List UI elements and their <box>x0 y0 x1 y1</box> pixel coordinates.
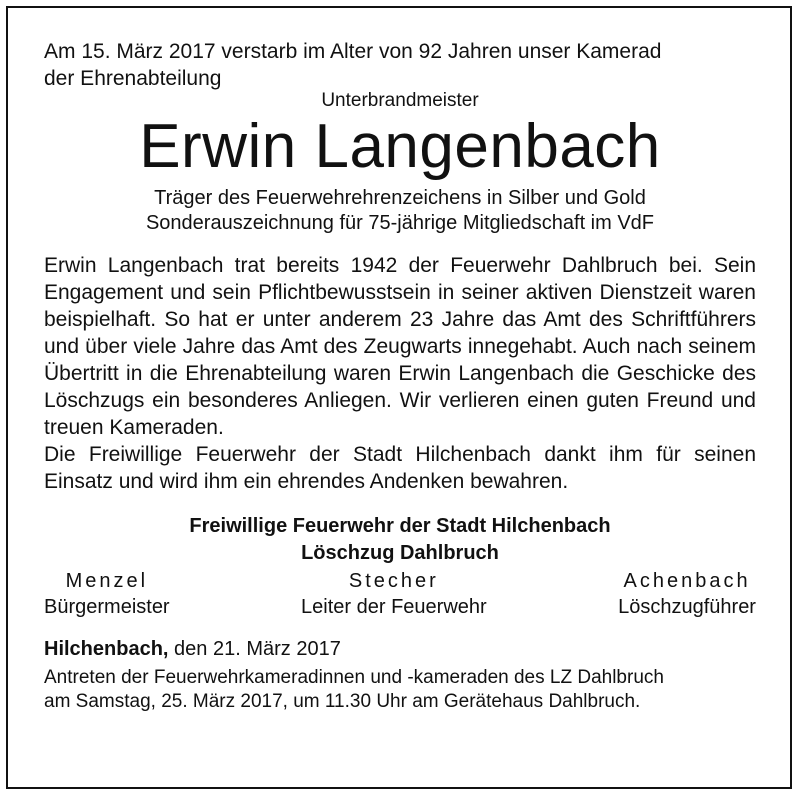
signer-unit-leader <box>618 568 756 620</box>
organization-unit: Löschzug Dahlbruch <box>301 542 499 564</box>
intro-text <box>44 38 756 92</box>
signer-name: Achenbach <box>623 570 751 592</box>
signer-title: Löschzugführer <box>618 596 756 618</box>
honor-2: Sonderauszeichnung für 75-jährige Mitgliedschaft im VdF <box>145 212 655 234</box>
signer-title: Leiter der Feuerwehr <box>301 596 487 618</box>
signer-mayor <box>44 568 170 620</box>
signer-name: Menzel <box>65 570 149 592</box>
signer-name: Stecher <box>348 570 439 592</box>
funeral-notice <box>44 666 756 714</box>
intro-line-2: der Ehrenabteilung <box>44 67 222 90</box>
deceased-name: Erwin Langenbach <box>139 112 661 181</box>
funeral-notice-line-1: Antreten der Feuerwehrkameradinnen und -kameraden des LZ Dahlbruch <box>44 667 664 688</box>
signer-title: Bürgermeister <box>44 596 170 618</box>
obituary-notice <box>44 38 756 714</box>
organization <box>44 513 756 567</box>
honors <box>44 186 756 236</box>
honor-1: Träger des Feuerwehrehrenzeichens in Silber und Gold <box>154 187 646 209</box>
signer-fire-chief <box>301 568 487 620</box>
place-date <box>44 636 756 662</box>
thanks-paragraph: Die Freiwillige Feuerwehr der Stadt Hilchenbach dankt ihm für seinen Einsatz und wird ihm ein ehrendes Andenken bewahren. <box>44 443 756 493</box>
organization-name: Freiwillige Feuerwehr der Stadt Hilchenbach <box>189 515 611 537</box>
intro-line-1: Am 15. März 2017 verstarb im Alter von 92 Jahren unser Kamerad <box>44 40 662 63</box>
funeral-notice-line-2: am Samstag, 25. März 2017, um 11.30 Uhr am Gerätehaus Dahlbruch. <box>44 691 641 712</box>
date: den 21. März 2017 <box>174 638 341 660</box>
tribute-paragraph: Erwin Langenbach trat bereits 1942 der Feuerwehr Dahlbruch bei. Sein Engagement und sein Pflichtbewusstsein in seiner aktiven Dienstzeit waren beispielhaft. So hat er unter anderem 23 Jahre das Amt des Schriftführers und über viele Jahre das Amt des Zeugwarts innegehabt. Auch nach seinem Übertritt in die Ehrenabteilung waren Erwin Langenbach die Geschicke des Löschzugs ein besonderes Anliegen. Wir verlieren einen guten Freund und treuen Kameraden. <box>44 254 756 439</box>
place: Hilchenbach, <box>44 638 169 660</box>
signers <box>44 568 756 620</box>
rank-title: Unterbrandmeister <box>321 90 479 111</box>
